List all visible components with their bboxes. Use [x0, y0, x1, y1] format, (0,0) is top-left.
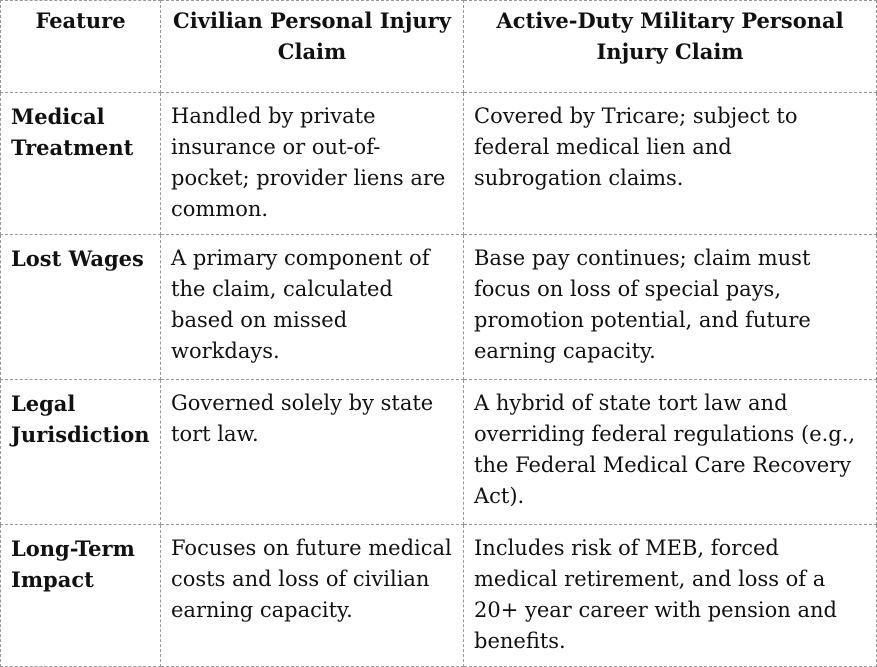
military-cell: A hybrid of state tort law and overriding federal regulations (e.g., the Federal Medical Care Recovery Act). [464, 380, 877, 525]
civilian-cell: Governed solely by state tort law. [161, 380, 464, 525]
civilian-cell: Handled by private insurance or out-of-pocket; provider liens are common. [161, 93, 464, 235]
civilian-cell: A primary component of the claim, calculated based on missed workdays. [161, 235, 464, 380]
header-feature: Feature [1, 1, 161, 93]
military-cell: Covered by Tricare; subject to federal medical lien and subrogation claims. [464, 93, 877, 235]
header-military: Active-Duty Military Personal Injury Claim [464, 1, 877, 93]
table-row [1, 525, 877, 667]
row-feature-cell: Long-Term Impact [1, 525, 161, 667]
row-feature-cell: Medical Treatment [1, 93, 161, 235]
civilian-cell: Focuses on future medical costs and loss of civilian earning capacity. [161, 525, 464, 667]
row-feature-cell: Lost Wages [1, 235, 161, 380]
table-row [1, 380, 877, 525]
military-cell: Includes risk of MEB, forced medical retirement, and loss of a 20+ year career with pension and benefits. [464, 525, 877, 667]
table-header-row [1, 1, 877, 93]
row-feature-cell: Legal Jurisdiction [1, 380, 161, 525]
military-cell: Base pay continues; claim must focus on loss of special pays, promotion potential, and future earning capacity. [464, 235, 877, 380]
header-civilian: Civilian Personal Injury Claim [161, 1, 464, 93]
table-row [1, 235, 877, 380]
table-row [1, 93, 877, 235]
